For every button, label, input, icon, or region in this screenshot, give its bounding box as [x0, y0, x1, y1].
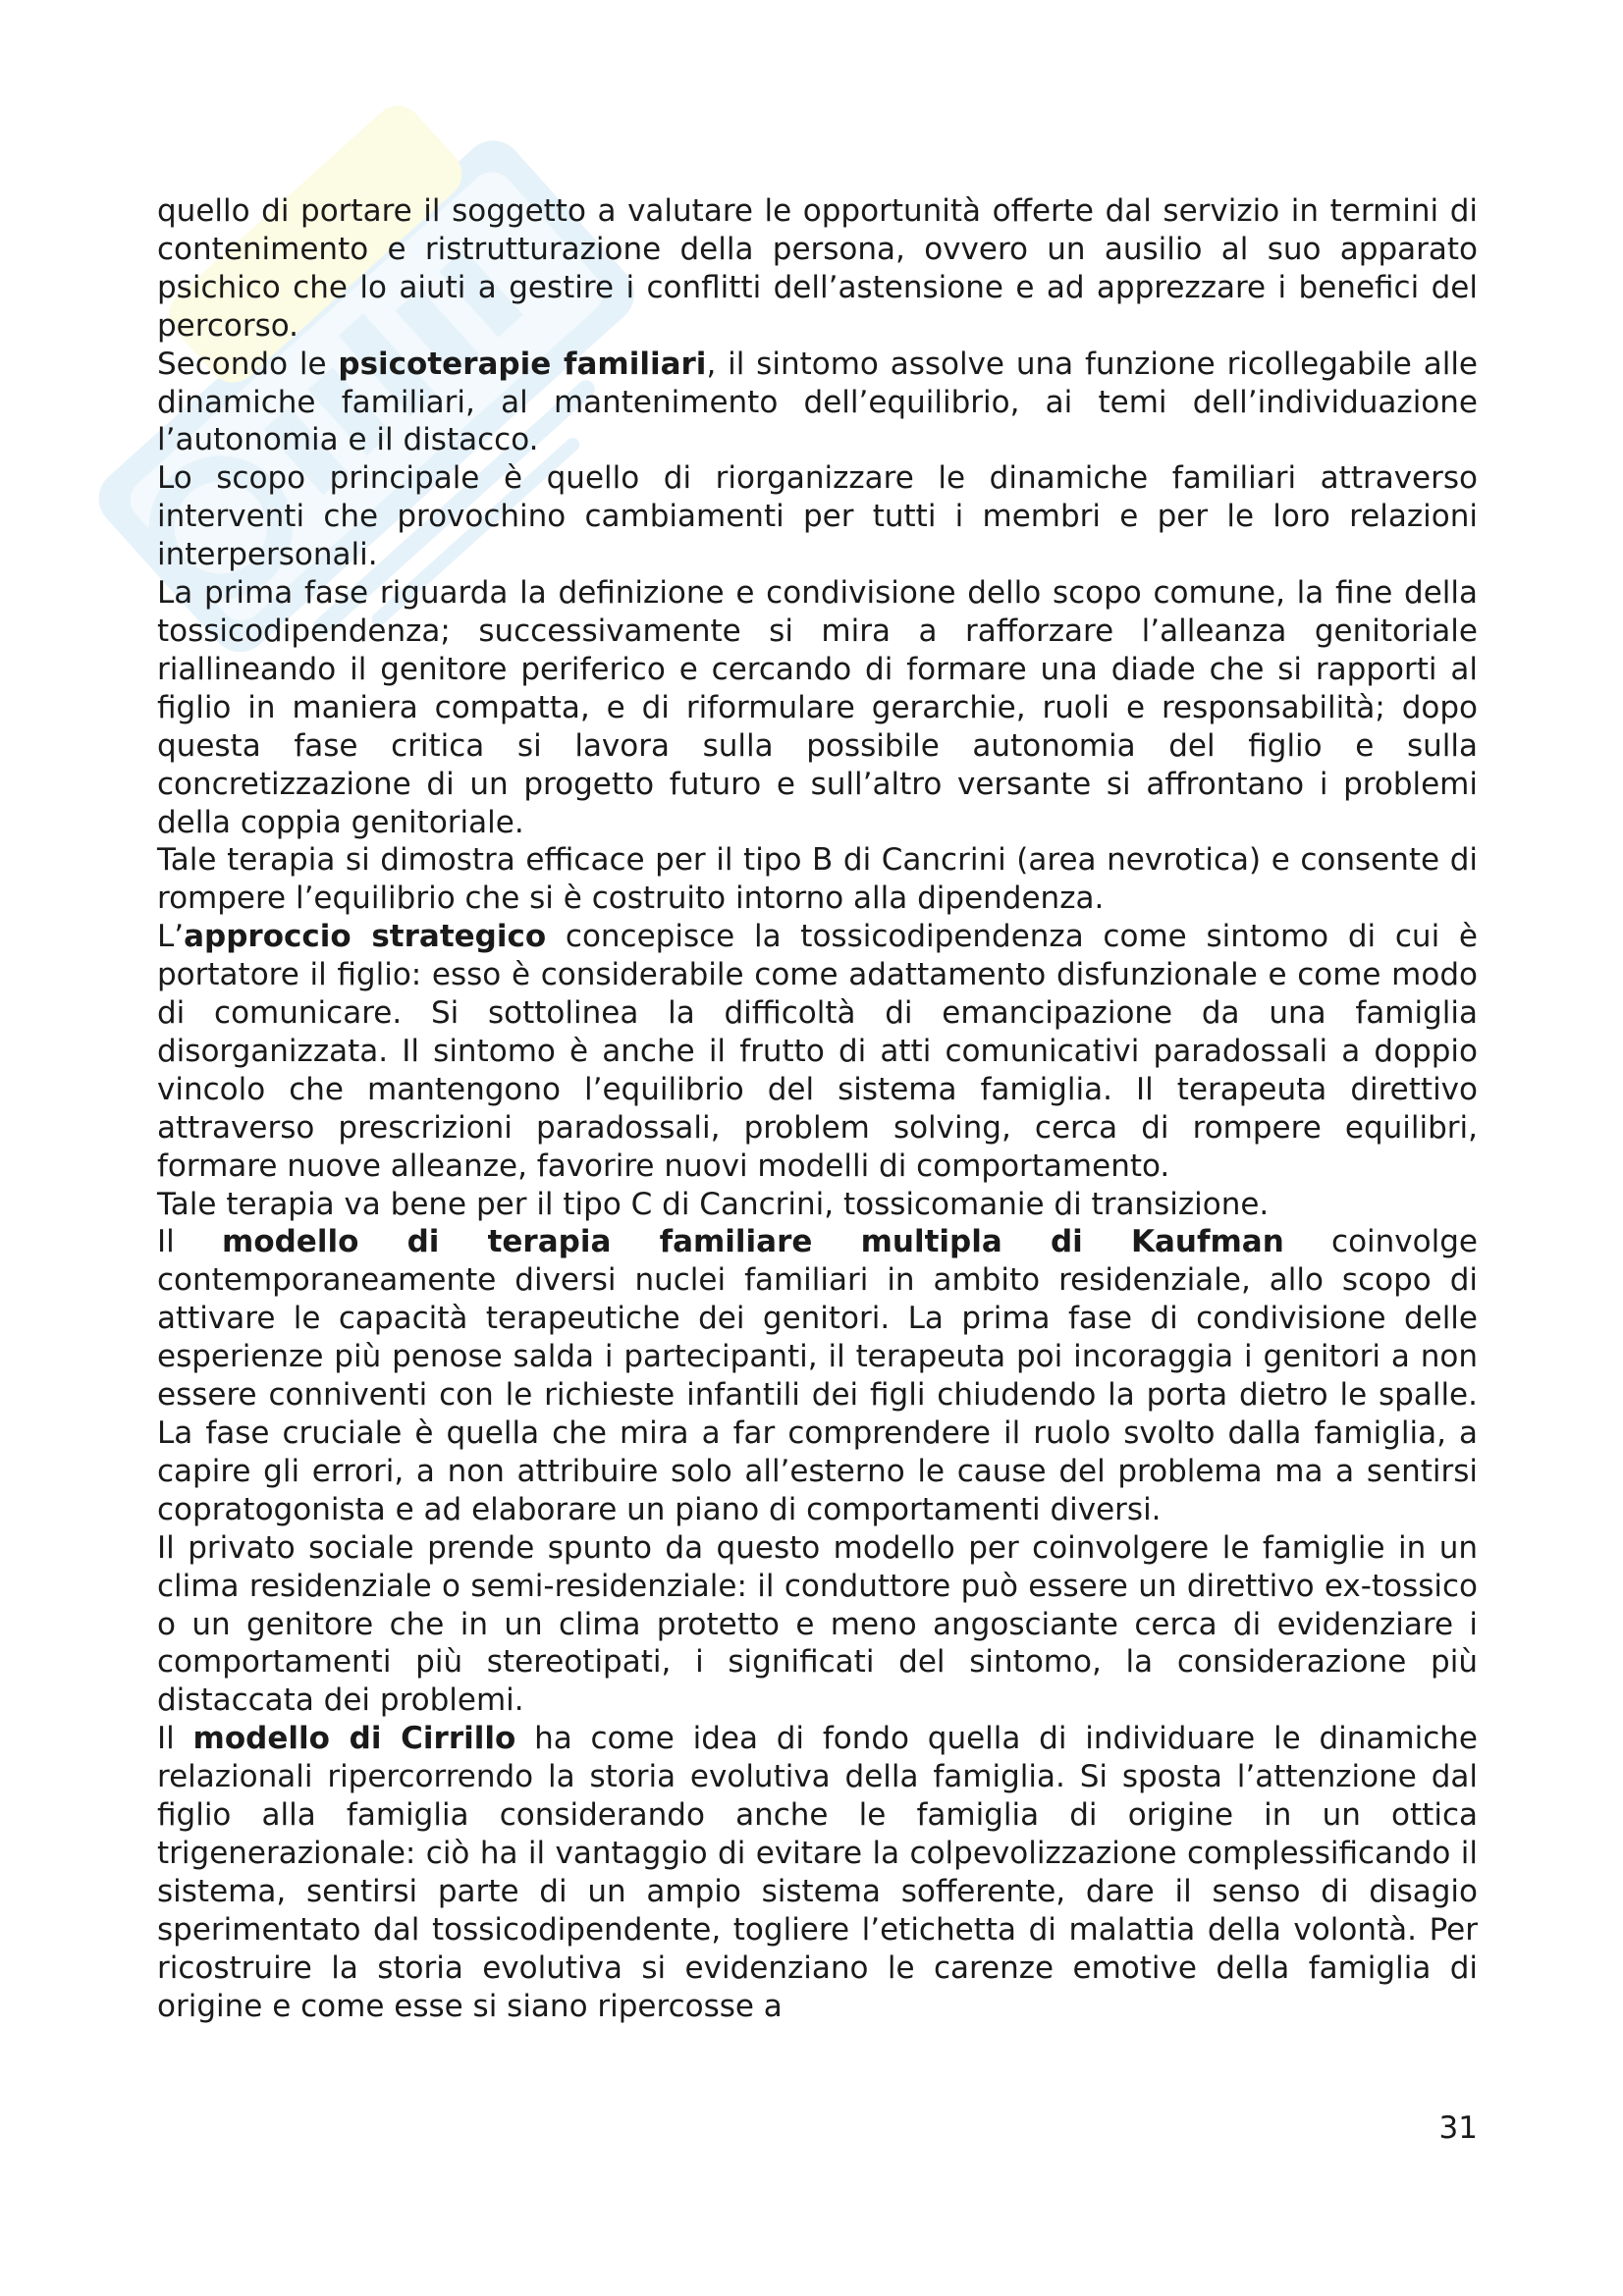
text-run: Il privato sociale prende spunto da questo modello per coinvolgere le famiglie in un clima residenziale o semi-residenziale: il conduttore può essere un direttivo ex-tossico o un genitore che in un clima protetto e meno angosciante cerca di evidenziare i comportamenti più stereotipati, i significati del sintomo, la considerazione più distaccata dei problemi.: [157, 1529, 1478, 1719]
paragraph: [157, 918, 1478, 1185]
paragraph: [157, 841, 1478, 918]
text-run: Tale terapia va bene per il tipo C di Cancrini, tossicomanie di transizione.: [157, 1186, 1270, 1222]
page-number: 31: [1438, 2110, 1478, 2146]
paragraph: [157, 192, 1478, 346]
text-run: ha come idea di fondo quella di individuare le dinamiche relazionali ripercorrendo la storia evolutiva della famiglia. Si sposta l’attenzione dal figlio alla famiglia considerando anche le famiglia di origine in un ottica trigenerazionale: ciò ha il vantaggio di evitare la colpevolizzazione complessificando il sistema, sentirsi parte di un ampio sistema sofferente, dare il senso di disagio sperimentato dal tossicodipendente, togliere l’etichetta di malattia della volontà. Per ricostruire la storia evolutiva si evidenziano le carenze emotive della famiglia di origine e come esse si siano ripercosse a: [157, 1721, 1478, 2024]
bold-term: psicoterapie familiari: [338, 346, 707, 382]
text-run: Il: [157, 1224, 223, 1260]
text-run: Tale terapia si dimostra efficace per il tipo B di Cancrini (area nevrotica) e consente di rompere l’equilibrio che si è costruito intorno alla dipendenza.: [157, 842, 1478, 917]
text-run: La prima fase riguarda la definizione e condivisione dello scopo comune, la fine della tossicodipendenza; successivamente si mira a rafforzare l’alleanza genitoriale riallineando il genitore periferico e cercando di formare una diade che si rapporti al figlio in maniera compatta, e di riformulare gerarchie, ruoli e responsabilità; dopo questa fase critica si lavora sulla possibile autonomia del figlio e sulla concretizzazione di un progetto futuro e sull’altro versante si affrontano i problemi della coppia genitoriale.: [157, 575, 1478, 840]
text-run: L’: [157, 919, 185, 955]
document-body: [157, 192, 1478, 2026]
text-run: coinvolge contemporaneamente diversi nuclei familiari in ambito residenziale, allo scopo di attivare le capacità terapeutiche dei genitori. La prima fase di condivisione delle esperienze più penose salda i partecipanti, il terapeuta poi incoraggia i genitori a non essere conniventi con le richieste infantili dei figli chiudendo la porta dietro le spalle. La fase cruciale è quella che mira a far comprendere il ruolo svolto dalla famiglia, a capire gli errori, a non attribuire solo all’esterno le cause del problema ma a sentirsi copratogonista e ad elaborare un piano di comportamenti diversi.: [157, 1224, 1478, 1527]
paragraph: [157, 459, 1478, 574]
text-run: Lo scopo principale è quello di riorganizzare le dinamiche familiari attraverso interventi che provochino cambiamenti per tutti i membri e per le loro relazioni interpersonali.: [157, 460, 1478, 573]
text-run: Secondo le: [157, 346, 339, 382]
bold-term: approccio strategico: [184, 919, 547, 955]
paragraph: [157, 1223, 1478, 1528]
paragraph: [157, 1529, 1478, 1721]
paragraph: [157, 574, 1478, 841]
bold-term: modello di Cirrillo: [192, 1721, 516, 1757]
paragraph: [157, 1720, 1478, 2025]
text-run: quello di portare il soggetto a valutare le opportunità offerte dal servizio in termini di contenimento e ristrutturazione della persona, ovvero un ausilio al suo apparato psichico che lo aiuti a gestire i conflitti dell’astensione e ad apprezzare i benefici del percorso.: [157, 193, 1478, 344]
text-run: concepisce la tossicodipendenza come sintomo di cui è portatore il figlio: esso è considerabile come adattamento disfunzionale e come modo di comunicare. Si sottolinea la difficoltà di emancipazione da una famiglia disorganizzata. Il sintomo è anche il frutto di atti comunicativi paradossali a doppio vincolo che mantengono l’equilibrio del sistema famiglia. Il terapeuta direttivo attraverso prescrizioni paradossali, problem solving, cerca di rompere equilibri, formare nuove alleanze, favorire nuovi modelli di comportamento.: [157, 919, 1478, 1184]
paragraph: [157, 346, 1478, 460]
paragraph: [157, 1186, 1478, 1224]
text-run: , il sintomo assolve una funzione ricollegabile alle dinamiche familiari, al mantenimento dell’equilibrio, ai temi dell’individuazione l’autonomia e il distacco.: [157, 346, 1479, 458]
bold-term: modello di terapia familiare multipla di Kaufman: [222, 1224, 1284, 1260]
text-run: Il: [157, 1721, 193, 1757]
